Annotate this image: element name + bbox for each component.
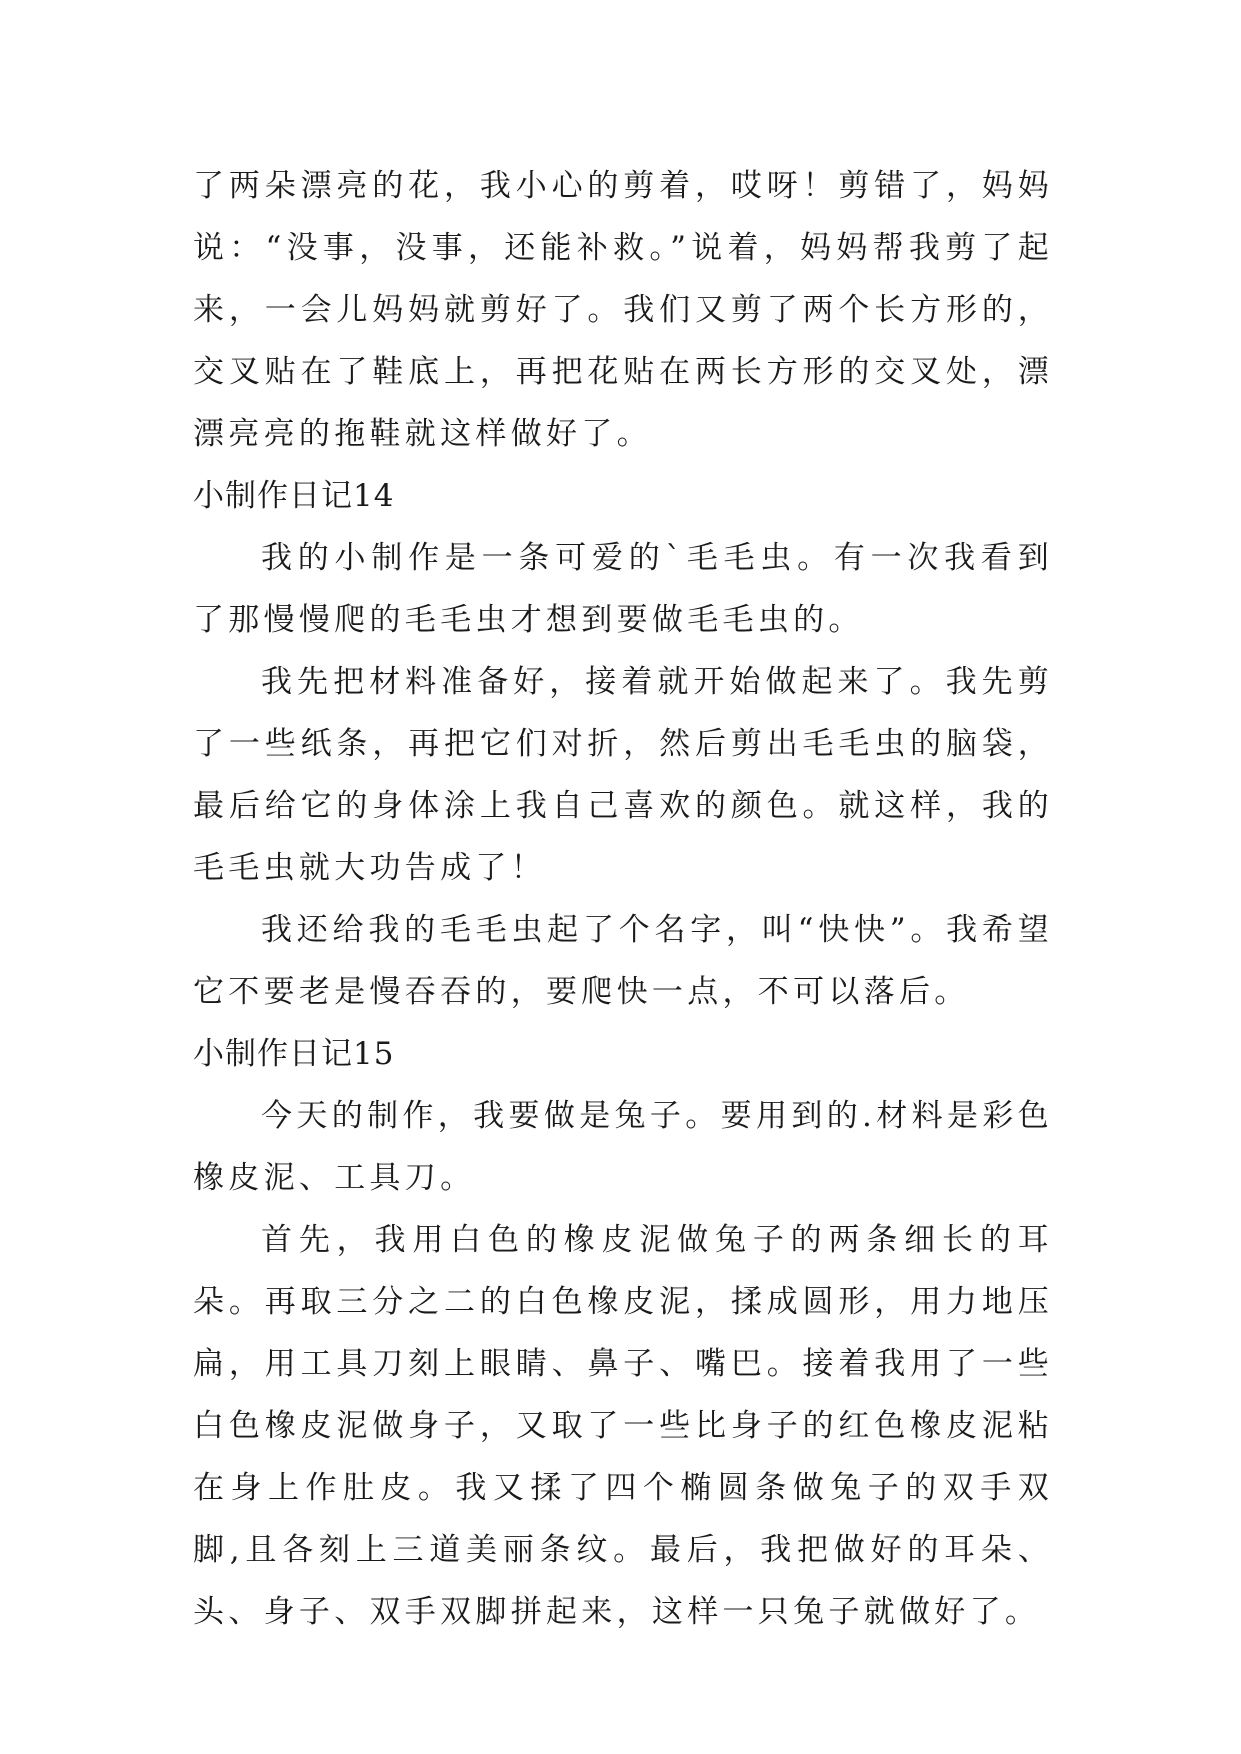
heading-diary-15: 小制作日记15 xyxy=(193,1036,395,1072)
paragraph-caterpillar-name: 我还给我的毛毛虫起了个名字，叫“快快”。我希望它不要老是慢吞吞的，要爬快一点，不可以落后。 xyxy=(193,912,1053,1010)
paragraph-caterpillar-intro: 我的小制作是一条可爱的`毛毛虫。有一次我看到了那慢慢爬的毛毛虫才想到要做毛毛虫的。 xyxy=(193,540,1053,638)
paragraph-slippers-ending: 了两朵漂亮的花，我小心的剪着，哎呀！剪错了，妈妈说：“没事，没事，还能补救。”说着，妈妈帮我剪了起来，一会儿妈妈就剪好了。我们又剪了两个长方形的，交叉贴在了鞋底上，再把花贴在两长方形的交叉处，漂漂亮亮的拖鞋就这样做好了。 xyxy=(193,168,1053,452)
paragraph-caterpillar-steps: 我先把材料准备好，接着就开始做起来了。我先剪了一些纸条，再把它们对折，然后剪出毛毛虫的脑袋，最后给它的身体涂上我自己喜欢的颜色。就这样，我的毛毛虫就大功告成了！ xyxy=(193,664,1053,886)
document-page xyxy=(193,155,1053,1643)
heading-diary-14: 小制作日记14 xyxy=(193,478,395,514)
paragraph-rabbit-materials: 今天的制作，我要做是兔子。要用到的.材料是彩色橡皮泥、工具刀。 xyxy=(193,1098,1053,1196)
paragraph-rabbit-steps: 首先，我用白色的橡皮泥做兔子的两条细长的耳朵。再取三分之二的白色橡皮泥，揉成圆形，用力地压扁，用工具刀刻上眼睛、鼻子、嘴巴。接着我用了一些白色橡皮泥做身子，又取了一些比身子的红色橡皮泥粘在身上作肚皮。我又揉了四个椭圆条做兔子的双手双脚,且各刻上三道美丽条纹。最后，我把做好的耳朵、头、身子、双手双脚拼起来，这样一只兔子就做好了。 xyxy=(193,1222,1053,1630)
